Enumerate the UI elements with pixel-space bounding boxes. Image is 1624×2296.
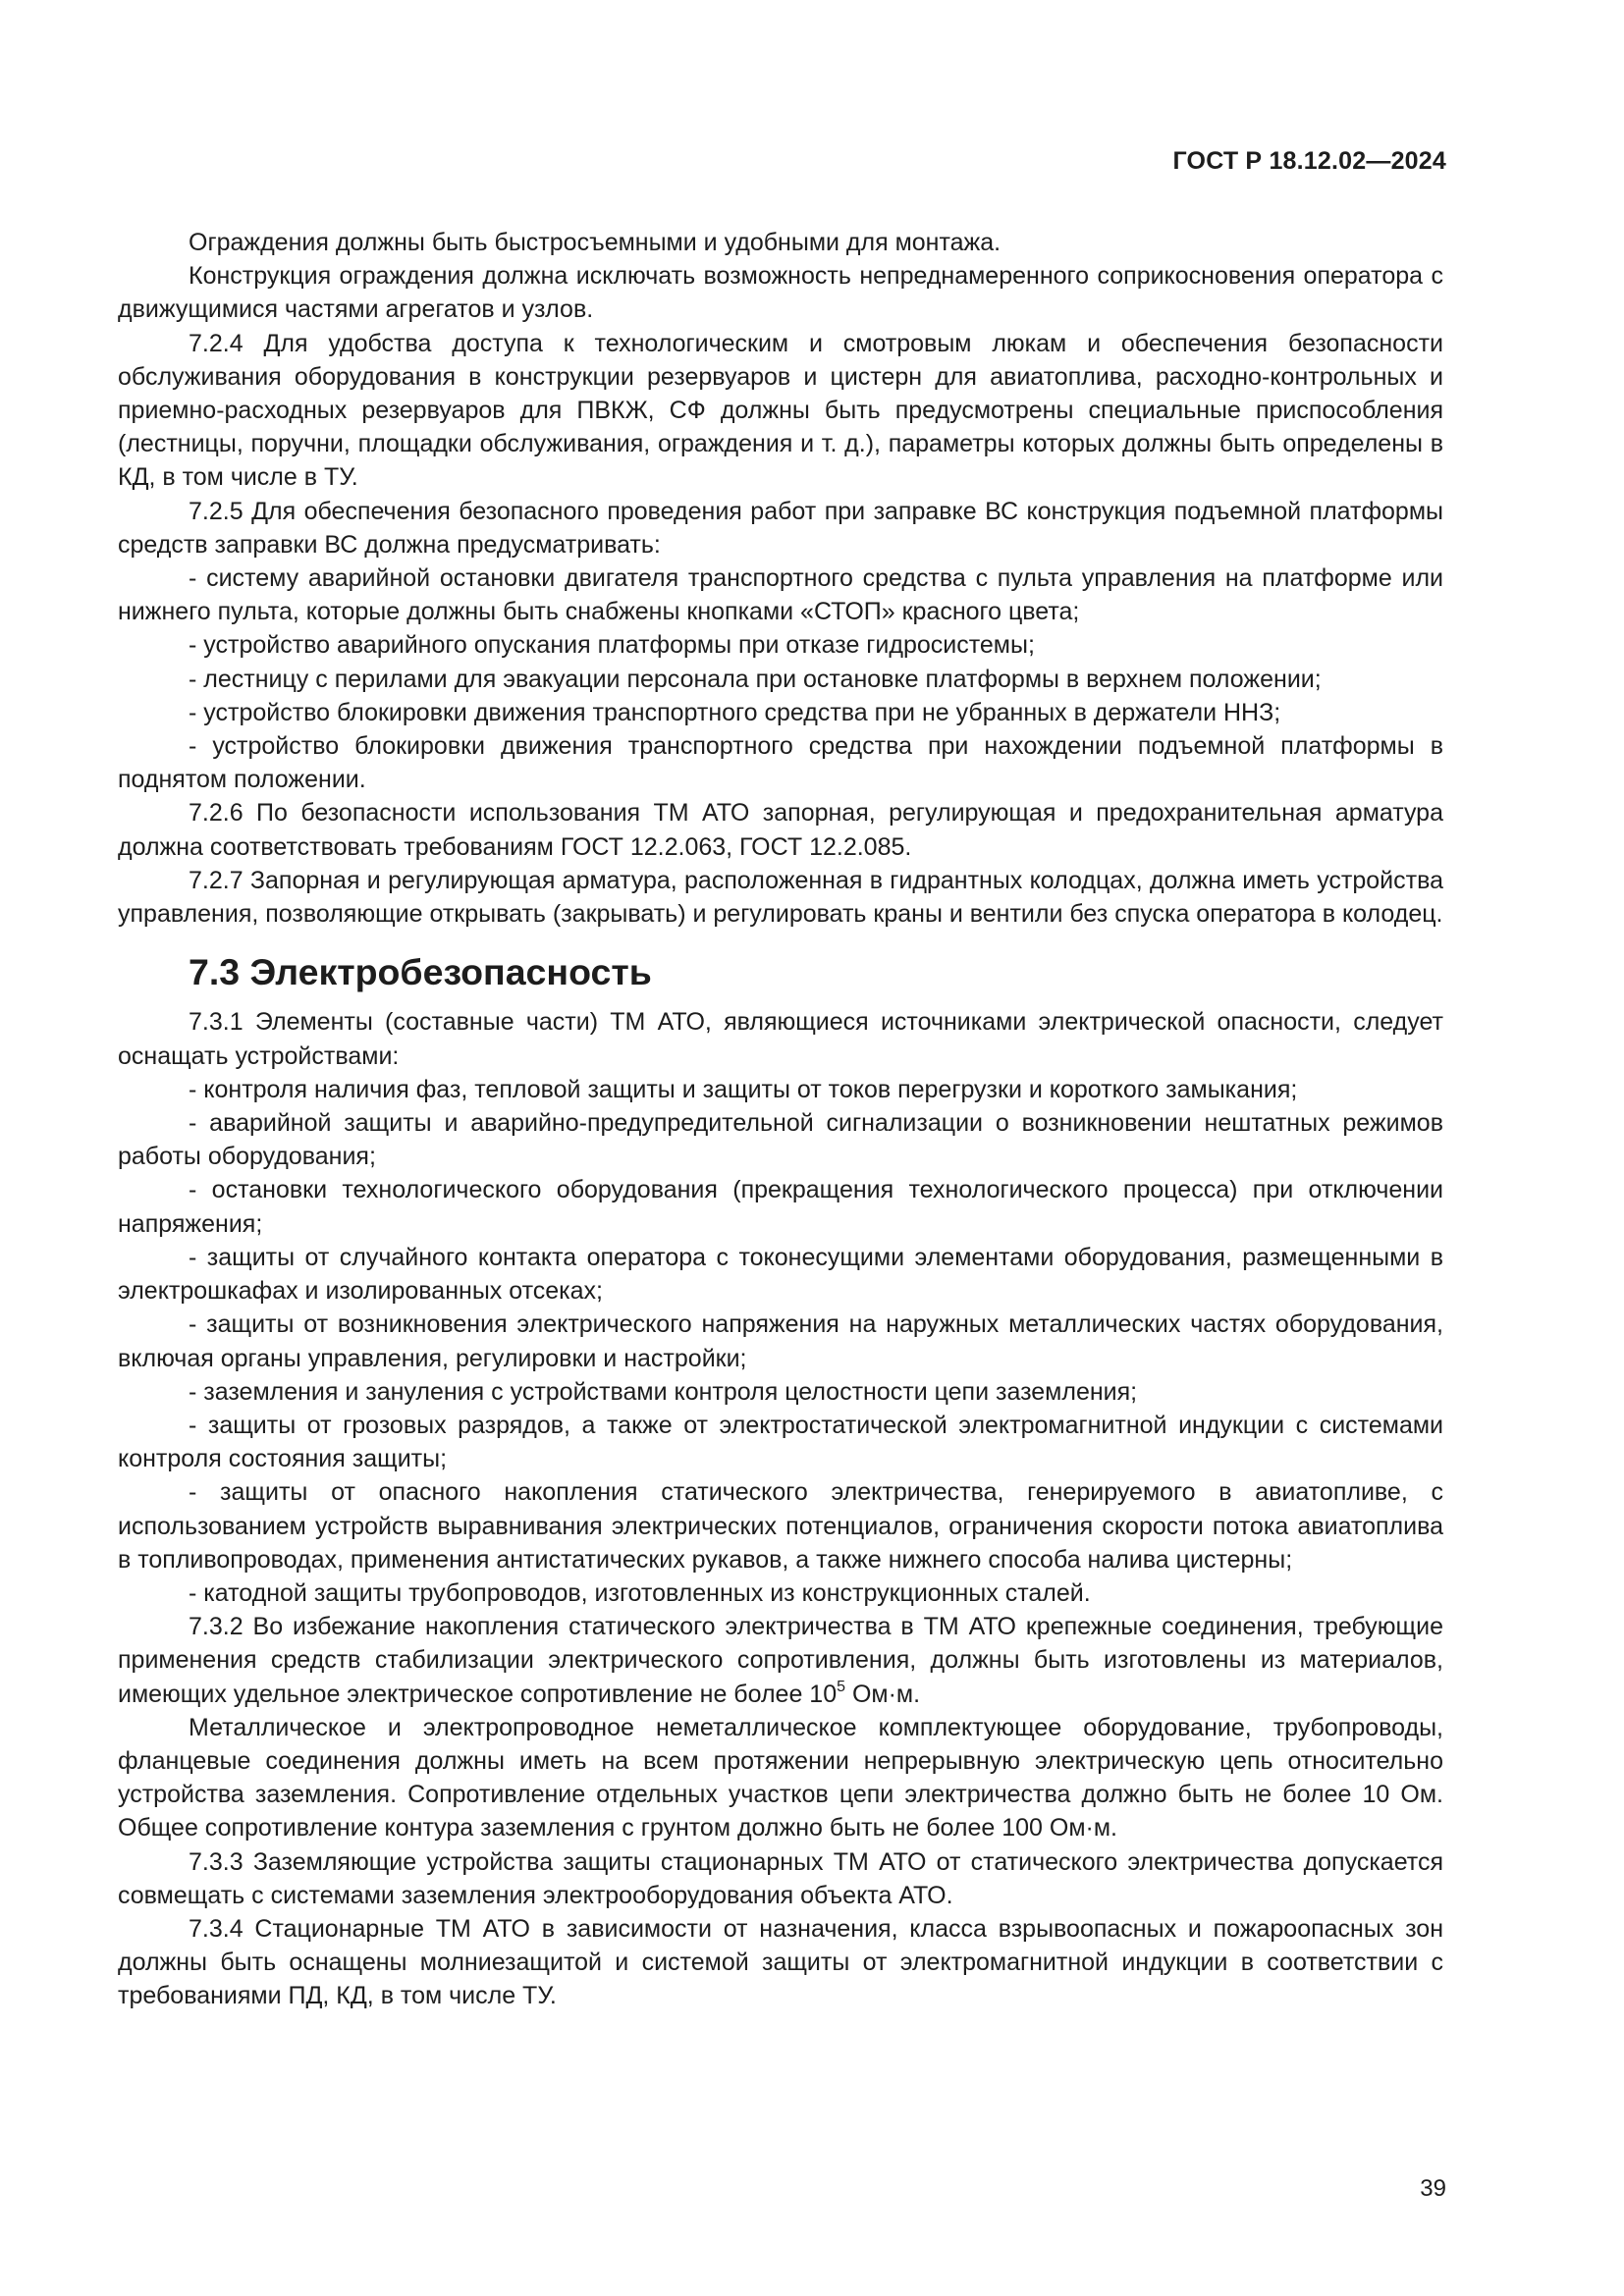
- paragraph-tail: Ом·м.: [845, 1680, 921, 1708]
- paragraph: Металлическое и электропроводное неметаллическое комплектующее оборудование, трубопроводы, фланцевые соединения должны иметь на всем протяжении непрерывную электрическую цепь относительно устройства заземления. Сопротивление отдельных участков цепи электричества должно быть не более 10 Ом. Общее сопротивление контура заземления с грунтом должно быть не более 100 Ом·м.: [118, 1713, 1443, 1842]
- list-item: - защиты от случайного контакта оператора с токонесущими элементами оборудования, размещенными в электрошкафах и изолированных отсеках;: [118, 1243, 1443, 1306]
- list-item: - контроля наличия фаз, тепловой защиты и защиты от токов перегрузки и короткого замыкания;: [189, 1075, 1298, 1103]
- list-item: - устройство аварийного опускания платформы при отказе гидросистемы;: [189, 631, 1035, 660]
- list-item: - защиты от возникновения электрического напряжения на наружных металлических частях оборудования, включая органы управления, регулировки и настройки;: [118, 1310, 1443, 1372]
- paragraph-7-3-2: [118, 1610, 1443, 1711]
- paragraph-text: 7.3.2 Во избежание накопления статического электричества в ТМ АТО крепежные соединения, требующие применения средств стабилизации электрического сопротивления, должны быть изготовлены из материалов, имеющих удельное электрическое сопротивление не более 10: [118, 1613, 1443, 1708]
- list-item: - заземления и зануления с устройствами контроля целостности цепи заземления;: [189, 1377, 1138, 1406]
- list-item: - катодной защиты трубопроводов, изготовленных из конструкционных сталей.: [189, 1578, 1091, 1607]
- list-item: - защиты от опасного накопления статического электричества, генерируемого в авиатопливе, с использованием устройств выравнивания электрических потенциалов, ограничения скорости потока авиатоплива в топливопроводах, применения антистатических рукавов, а также нижнего способа налива цистерны;: [118, 1478, 1443, 1574]
- list-item: - лестницу с перилами для эвакуации персонала при остановке платформы в верхнем положении;: [189, 665, 1322, 693]
- paragraph-7-2-7: 7.2.7 Запорная и регулирующая арматура, расположенная в гидрантных колодцах, должна иметь устройства управления, позволяющие открывать (закрывать) и регулировать краны и вентили без спуска оператора в колодец.: [118, 866, 1443, 929]
- list-item: - аварийной защиты и аварийно-предупредительной сигнализации о возникновении нештатных режимов работы оборудования;: [118, 1109, 1443, 1171]
- list-item: - устройство блокировки движения транспортного средства при нахождении подъемной платформы в поднятом положении.: [118, 732, 1443, 794]
- list-item: - систему аварийной остановки двигателя транспортного средства с пульта управления на платформе или нижнего пульта, которые должны быть снабжены кнопками «СТОП» красного цвета;: [118, 564, 1443, 626]
- document-code: ГОСТ Р 18.12.02—2024: [1172, 147, 1446, 175]
- paragraph: Ограждения должны быть быстросъемными и удобными для монтажа.: [189, 229, 1001, 256]
- paragraph-7-2-4: 7.2.4 Для удобства доступа к технологическим и смотровым люкам и обеспечения безопасности обслуживания оборудования в конструкции резервуаров и цистерн для авиатоплива, расходно-контрольных и приемно-расходных резервуаров для ПВКЖ, СФ должны быть предусмотрены специальные приспособления (лестницы, поручни, площадки обслуживания, ограждения и т. д.), параметры которых должны быть определены в КД, в том числе в ТУ.: [118, 329, 1443, 492]
- page-body: [118, 226, 1443, 2013]
- paragraph-7-3-1: 7.3.1 Элементы (составные части) ТМ АТО, являющиеся источниками электрической опасности, следует оснащать устройствами:: [118, 1008, 1443, 1070]
- list-item: - защиты от грозовых разрядов, а также от электростатической электромагнитной индукции с системами контроля состояния защиты;: [118, 1411, 1443, 1473]
- exponent: 5: [837, 1679, 846, 1696]
- paragraph-7-3-3: 7.3.3 Заземляющие устройства защиты стационарных ТМ АТО от статического электричества допускается совмещать с системами заземления электрооборудования объекта АТО.: [118, 1847, 1443, 1909]
- paragraph-7-3-4: 7.3.4 Стационарные ТМ АТО в зависимости от назначения, класса взрывоопасных и пожароопасных зон должны быть оснащены молниезащитой и системой защиты от электромагнитной индукции в соответствии с требованиями ПД, КД, в том числе ТУ.: [118, 1914, 1443, 2010]
- list-item: - устройство блокировки движения транспортного средства при не убранных в держатели ННЗ;: [189, 698, 1281, 726]
- section-heading-7-3: 7.3 Электробезопасность: [189, 951, 652, 993]
- paragraph-7-2-5: 7.2.5 Для обеспечения безопасного проведения работ при заправке ВС конструкция подъемной платформы средств заправки ВС должна предусматривать:: [118, 497, 1443, 559]
- paragraph: Конструкция ограждения должна исключать возможность непреднамеренного соприкосновения оператора с движущимися частями агрегатов и узлов.: [118, 262, 1443, 324]
- paragraph-7-2-6: 7.2.6 По безопасности использования ТМ АТО запорная, регулирующая и предохранительная арматура должна соответствовать требованиям ГОСТ 12.2.063, ГОСТ 12.2.085.: [118, 799, 1443, 861]
- page-number: 39: [1420, 2175, 1446, 2202]
- list-item: - остановки технологического оборудования (прекращения технологического процесса) при отключении напряжения;: [118, 1176, 1443, 1238]
